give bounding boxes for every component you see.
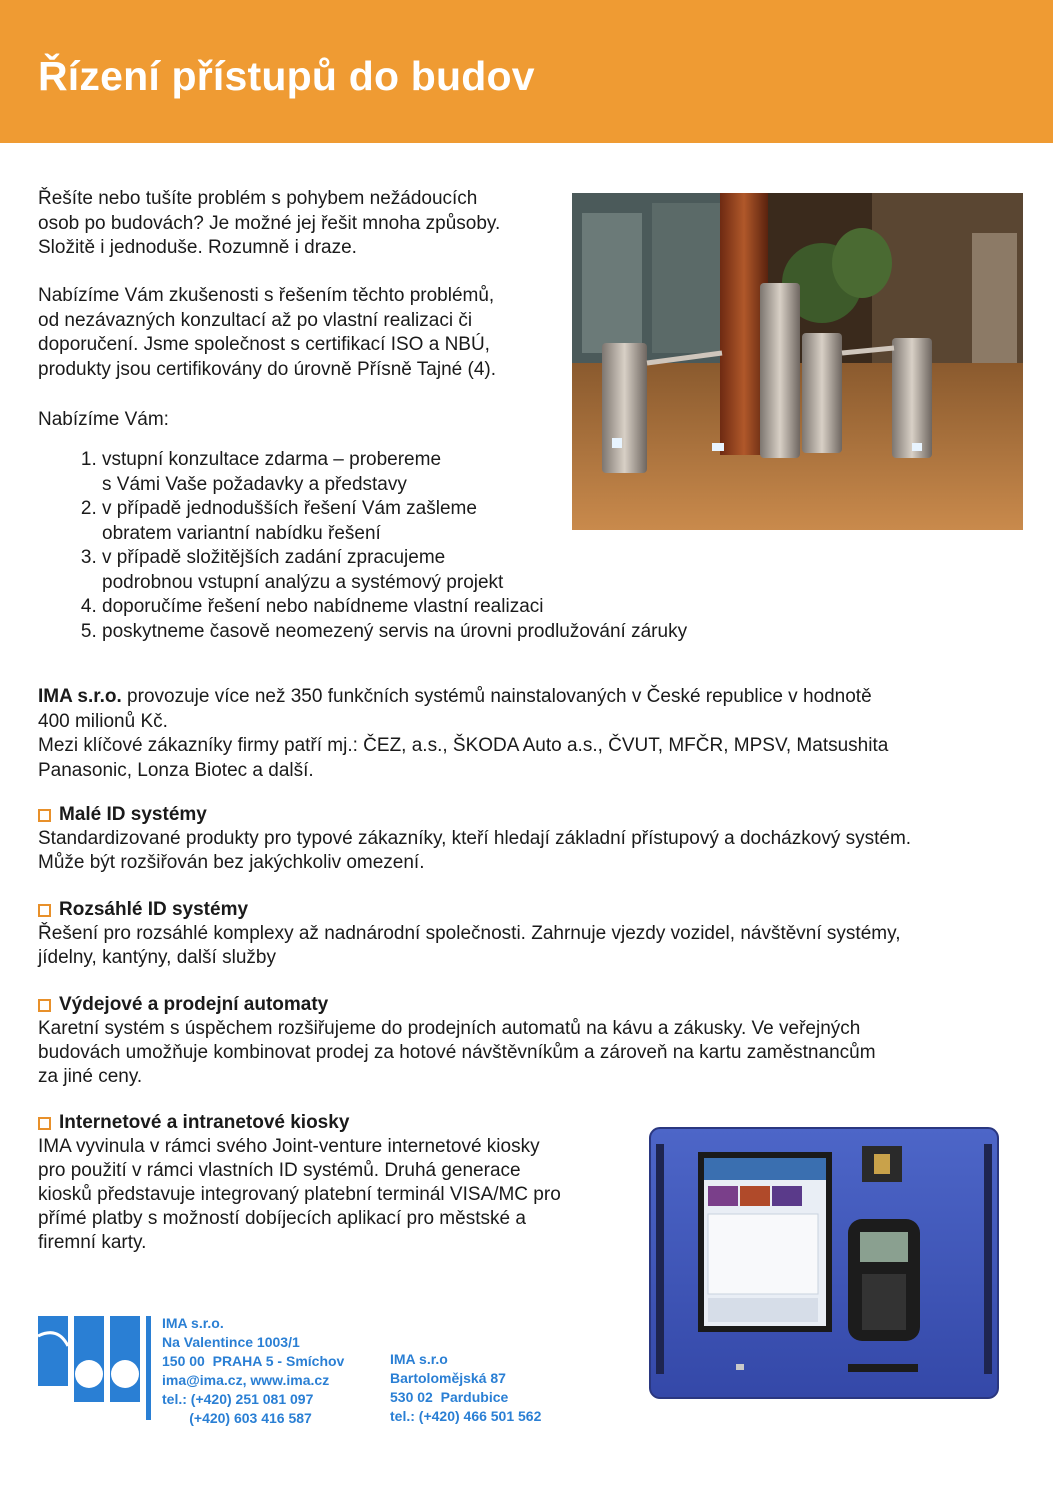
- section-line: Řešení pro rozsáhlé komplexy až nadnárodní společnosti. Zahrnuje vjezdy vozidel, návštěvní systémy,: [38, 923, 901, 944]
- company-paragraph: [38, 685, 1028, 783]
- section-title: Malé ID systémy: [59, 804, 207, 825]
- intro-line: Nabízíme Vám zkušenosti s řešením těchto problémů,: [38, 285, 495, 306]
- company-line: provozuje více než 350 funkčních systémů nainstalovaných v České republice v hodnotě: [121, 686, 872, 707]
- kiosk-photo: [648, 1124, 1000, 1402]
- checkbox-bullet-icon: [38, 1117, 51, 1130]
- address-line: Bartolomějská 87: [390, 1370, 506, 1386]
- list-item-line: 5. poskytneme časově neomezený servis na úrovni prodlužování záruky: [102, 620, 688, 642]
- section-kiosks: [38, 1111, 638, 1255]
- section-line: kiosků představuje integrovaný platební terminál VISA/MC pro: [38, 1184, 561, 1205]
- ima-logo: [38, 1316, 156, 1420]
- list-item: [102, 448, 687, 497]
- list-item-line: 4. doporučíme řešení nebo nabídneme vlastní realizaci: [102, 596, 544, 617]
- intro-line: Řešíte nebo tušíte problém s pohybem nežádoucích: [38, 188, 478, 209]
- section-line: Může být rozšiřován bez jakýchkoliv omezení.: [38, 852, 425, 873]
- offer-list: [38, 448, 687, 644]
- section-line: Karetní systém s úspěchem rozšiřujeme do prodejních automatů na kávu a zákusky. Ve veřejných: [38, 1018, 861, 1039]
- intro-paragraph-1: [38, 187, 500, 261]
- address-line: ima@ima.cz, www.ima.cz: [162, 1372, 330, 1388]
- offer-heading: Nabízíme Vám:: [38, 409, 169, 430]
- section-large-id: [38, 898, 1028, 970]
- section-vending: [38, 993, 1028, 1089]
- list-item-line: 2. v případě jednodušších řešení Vám zašleme: [102, 498, 477, 519]
- section-line: firemní karty.: [38, 1232, 147, 1253]
- list-item: [102, 595, 687, 620]
- address-line: tel.: (+420) 466 501 562: [390, 1408, 542, 1424]
- intro-line: produkty jsou certifikovány do úrovně Přísně Tajné (4).: [38, 358, 496, 380]
- list-item-line: 3. v případě složitějších zadání zpracujeme: [102, 547, 446, 568]
- checkbox-bullet-icon: [38, 999, 51, 1012]
- address-line: tel.: (+420) 251 081 097: [162, 1391, 314, 1407]
- list-item-line: 1. vstupní konzultace zdarma – probereme: [102, 449, 442, 470]
- list-item-line: podrobnou vstupní analýzu a systémový projekt: [102, 571, 504, 593]
- section-line: IMA vyvinula v rámci svého Joint-venture internetové kiosky: [38, 1136, 540, 1157]
- section-small-id: [38, 803, 1028, 875]
- list-item: [102, 546, 687, 595]
- address-line: 530 02 Pardubice: [390, 1389, 509, 1405]
- address-line: IMA s.r.o.: [162, 1315, 224, 1331]
- intro-line: osob po budovách? Je možné jej řešit mnoha způsoby.: [38, 212, 501, 234]
- address-praha: [162, 1314, 344, 1428]
- section-line: za jiné ceny.: [38, 1066, 143, 1087]
- list-item: [102, 620, 687, 645]
- list-item-line: obratem variantní nabídku řešení: [102, 522, 381, 544]
- section-line: Standardizované produkty pro typové zákazníky, kteří hledají základní přístupový a docházkový systém.: [38, 828, 912, 849]
- address-line: Na Valentince 1003/1: [162, 1334, 300, 1350]
- checkbox-bullet-icon: [38, 809, 51, 822]
- section-title: Rozsáhlé ID systémy: [59, 899, 249, 920]
- company-line: 400 milionů Kč.: [38, 710, 168, 732]
- section-line: přímé platby s možností dobíjecích aplikací pro městské a: [38, 1208, 526, 1229]
- address-pardubice: [390, 1350, 541, 1426]
- list-item: [102, 497, 687, 546]
- section-line: pro použití v rámci vlastních ID systémů. Druhá generace: [38, 1160, 521, 1181]
- address-line: IMA s.r.o: [390, 1351, 448, 1367]
- section-title: Internetové a intranetové kiosky: [59, 1112, 350, 1133]
- intro-line: Složitě i jednoduše. Rozumně i draze.: [38, 237, 357, 258]
- address-line: (+420) 603 416 587: [162, 1410, 312, 1426]
- company-name: IMA s.r.o.: [38, 686, 122, 707]
- page-title: Řízení přístupů do budov: [38, 53, 535, 99]
- address-line: 150 00 PRAHA 5 - Smíchov: [162, 1353, 345, 1369]
- header-banner: [0, 0, 1053, 143]
- list-item-line: s Vámi Vaše požadavky a představy: [102, 473, 407, 495]
- section-line: budovách umožňuje kombinovat prodej za hotové návštěvníkům a zároveň na kartu zaměstnancům: [38, 1042, 876, 1063]
- company-line: Mezi klíčové zákazníky firmy patří mj.: ČEZ, a.s., ŠKODA Auto a.s., ČVUT, MFČR, MPSV, Matsushita: [38, 735, 889, 756]
- intro-line: doporučení. Jsme společnost s certifikací ISO a NBÚ,: [38, 334, 490, 355]
- intro-paragraph-2: [38, 284, 496, 382]
- section-line: jídelny, kantýny, další služby: [38, 947, 276, 968]
- intro-line: od nezávazných konzultací až po vlastní realizaci či: [38, 309, 473, 331]
- checkbox-bullet-icon: [38, 904, 51, 917]
- company-line: Panasonic, Lonza Biotec a další.: [38, 759, 314, 781]
- section-title: Výdejové a prodejní automaty: [59, 994, 329, 1015]
